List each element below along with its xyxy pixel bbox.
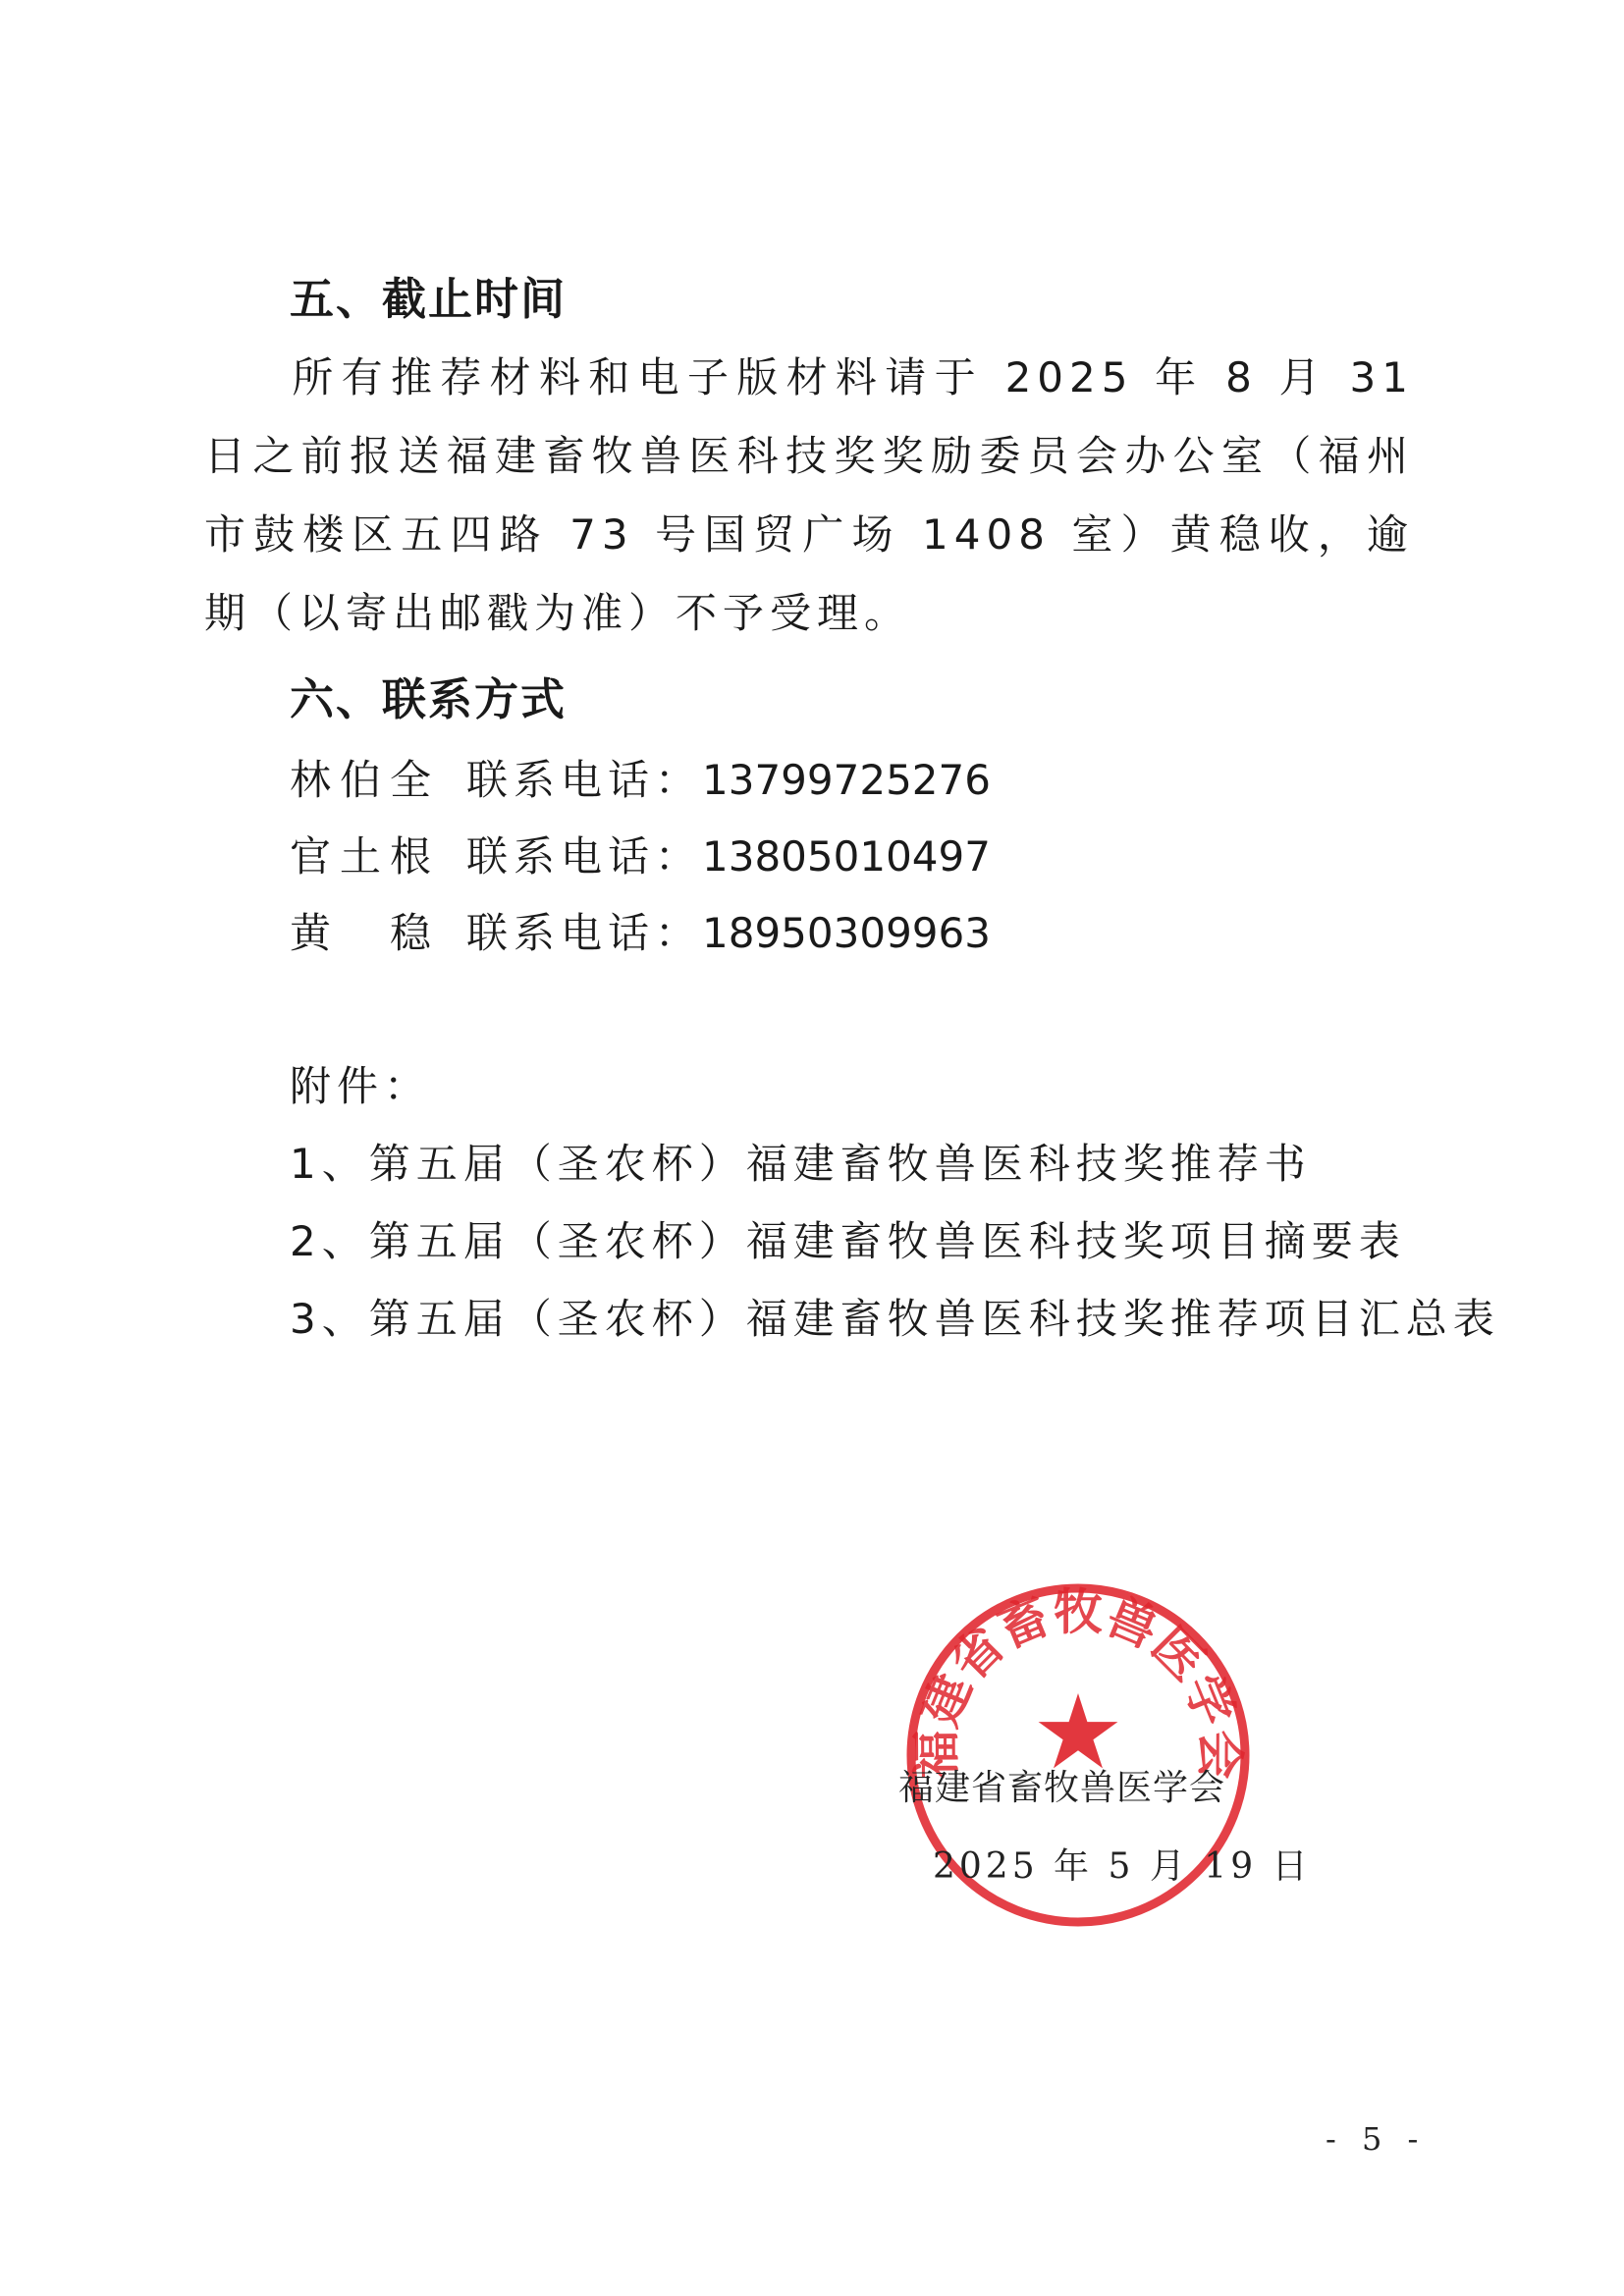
contact-row	[290, 751, 991, 810]
seal-star-icon	[1039, 1693, 1118, 1768]
contact-row	[290, 904, 991, 963]
contact-phone-label: 联系电话：	[466, 909, 703, 957]
attachment-item: 1、第五届（圣农杯）福建畜牧兽医科技奖推荐书	[290, 1140, 1312, 1188]
attachment-item: 3、第五届（圣农杯）福建畜牧兽医科技奖推荐项目汇总表	[290, 1295, 1500, 1343]
signature-date: 2025 年 5 月 19 日	[933, 1846, 1312, 1887]
attachments-title: 附件：	[290, 1062, 432, 1110]
contact-phone-label: 联系电话：	[466, 832, 703, 881]
section-6-heading: 六、联系方式	[290, 673, 568, 725]
contact-phone: 18950309963	[702, 909, 991, 957]
contact-name: 官土根	[290, 832, 441, 881]
section-5-heading: 五、截止时间	[290, 273, 568, 325]
seal-text: 福建省畜牧兽医学会	[906, 1582, 1250, 1780]
section-5-body	[204, 339, 1414, 653]
page-number: - 5 -	[1326, 2120, 1427, 2158]
section-5-body-text: 所有推荐材料和电子版材料请于 2025 年 8 月 31 日之前报送福建畜牧兽医科技奖奖励委员会办公室（福州市鼓楼区五四路 73 号国贸广场 1408 室）黄稳收，逾期（以寄出邮戳为准）不予受理。	[204, 353, 1414, 637]
contact-row	[290, 828, 991, 886]
contact-phone: 13805010497	[702, 832, 991, 881]
contact-phone-label: 联系电话：	[466, 756, 703, 804]
attachment-item: 2、第五届（圣农杯）福建畜牧兽医科技奖项目摘要表	[290, 1217, 1406, 1265]
contact-name: 黄 稳	[290, 909, 441, 957]
signature-org: 福建省畜牧兽医学会	[898, 1768, 1226, 1808]
contact-name: 林伯全	[290, 756, 441, 804]
contact-phone: 13799725276	[702, 756, 991, 804]
